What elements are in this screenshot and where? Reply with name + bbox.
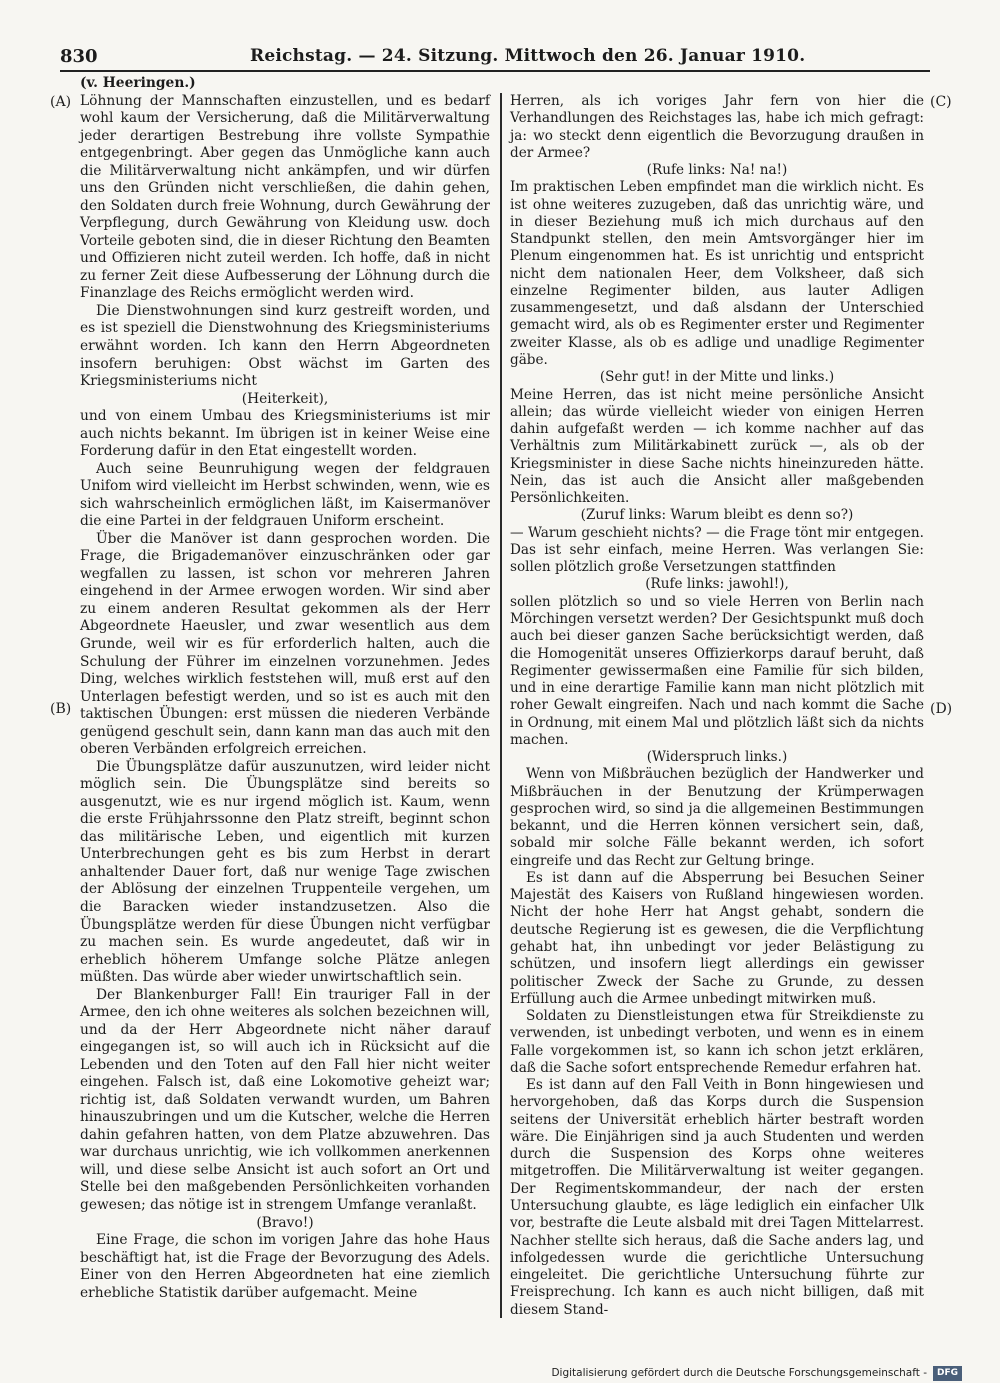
paragraph: Die Dienstwohnungen sind kurz gestreift worden, und es ist speziell die Dienstwohnung des Kriegsministeriums erwähnt worden. Ich kann den Herrn Abgeordneten insofern beruhigen: Obst wächst im Garten des Kriegsministeriums nicht [80, 302, 490, 390]
interjection: (Rufe links: jawohl!), [645, 576, 789, 593]
column-divider [500, 93, 502, 1318]
footer [551, 1365, 962, 1381]
paragraph: Eine Frage, die schon im vorigen Jahre das hohe Haus beschäftigt hat, ist die Frage der Bevorzugung des Adels. Einer von den Herren Abgeordneten hat eine ziemlich erhebliche Statistik darüber aufgemacht. Meine [80, 1232, 490, 1301]
paragraph: Der Blankenburger Fall! Ein trauriger Fall in der Armee, den ich ohne weiteres als solchen bezeichnen will, und da der Herr Abgeordnete nicht näher darauf eingegangen ist, so will auch ich in Rücksicht auf die Lebenden und den Toten auf den Fall hier nicht weiter eingehen. Falsch ist, daß eine Lokomotive geheizt war; richtig ist, daß Soldaten verwandt wurden, um Bahren hinauszubringen und um die Kutscher, welche die Herren dahin gefahren hatten, von dem Platze abzuwehren. Das war durchaus unrichtig, wie ich vollkommen anerkennen will, und diese selbe Ansicht ist auch sofort an Ort und Stelle bei den maßgebenden Persönlichkeiten vorhanden gewesen; das nötige ist in strengem Umfange veranlaßt. [80, 986, 490, 1213]
interjection: (Sehr gut! in der Mitte und links.) [599, 369, 835, 386]
interjection: (Widerspruch links.) [646, 749, 788, 766]
page-number: 830 [60, 46, 98, 67]
paragraph: Es ist dann auf den Fall Veith in Bonn hingewiesen und hervorgehoben, daß das Korps durch die Suspension seitens der Universität erheblich härter bestraft worden wäre. Die Einjährigen sind ja auch Studenten und werden durch die Suspension des Korps ohne weiteres mitgetroffen. Die Militärverwaltung ist weiter gegangen. Der Regimentskommandeur, der nach der ersten Untersuchung glaubte, es läge lediglich ein einfacher Ulk vor, bestrafte die Leute alsbald mit drei Tagen Mittelarrest. Nachher stellte sich heraus, daß die Sache anders lag, und infolgedessen wurde die gerichtliche Untersuchung eingeleitet. Die gerichtliche Untersuchung führte zur Freisprechung. Ich kann es auch nicht billigen, daß mit diesem Stand- [510, 1077, 924, 1318]
funding-notice: Digitalisierung gefördert durch die Deutsche Forschungsgemeinschaft - [551, 1367, 927, 1379]
page-header [60, 46, 930, 72]
speaker-name: (v. Heeringen.) [80, 75, 196, 91]
margin-mark-d: (D) [930, 701, 953, 717]
margin-mark-a: (A) [50, 94, 72, 110]
running-title: Reichstag. — 24. Sitzung. Mittwoch den 26. Januar 1910. [250, 46, 806, 66]
paragraph: Wenn von Mißbräuchen bezüglich der Handwerker und Mißbräuchen in der Benutzung der Krümperwagen gesprochen wird, so sind ja die allgemeinen Bestimmungen bekannt, und die Herren können versichert sein, daß, sobald mir solche Fälle bekannt werden, ich sofort eingreife und das Recht zur Geltung bringe. [510, 766, 924, 869]
margin-mark-c: (C) [930, 94, 952, 110]
paragraph: Meine Herren, das ist nicht meine persönliche Ansicht allein; das würde vielleicht wieder von einigen Herren dahin aufgefaßt werden — ich komme nachher auf das Verhältnis zum Militärkabinett zurück —, als ob der Kriegsminister in diese Sache nichts hineinzureden hätte. Nein, das ist auch die Ansicht aller maßgebenden Persönlichkeiten. [510, 386, 924, 507]
margin-mark-b: (B) [50, 701, 72, 717]
paragraph: und von einem Umbau des Kriegsministeriums ist mir auch nichts bekannt. Im übrigen ist in keiner Weise eine Forderung dafür in den Etat eingestellt worden. [80, 408, 490, 460]
paragraph: Soldaten zu Dienstleistungen etwa für Streikdienste zu verwenden, ist unbedingt verboten, und wenn es in einem Falle vorgekommen ist, so kann ich schon jetzt erklären, daß die Sache sofort entsprechende Remedur erfahren hat. [510, 1008, 924, 1076]
paragraph: Die Übungsplätze dafür auszunutzen, wird leider nicht möglich sein. Die Übungsplätze sind bereits so ausgenutzt, wie es nur irgend möglich ist. Kaum, wenn die erste Frühjahrssonne den Platz streift, beginnt schon das militärische Leben, und eigentlich mit kurzen Unterbrechungen geht es bis zum Herbst in derart anhaltender Dauer fort, daß nur wenige Tage zwischen der Ablösung der einzelnen Truppenteile vergehen, um die Baracken wieder instandzusetzen. Also die Übungsplätze werden für diese Übungen nicht verfügbar zu machen sein. Es wurde angedeutet, daß wir in erheblich höherem Umfange solche Plätze anlegen müßten. Das würde aber wieder unwirtschaftlich sein. [80, 758, 490, 986]
paragraph: sollen plötzlich so und so viele Herren von Berlin nach Mörchingen versetzt werden? Der Gesichtspunkt muß doch auch bei dieser ganzen Sache berücksichtigt werden, daß die Homogenität unseres Offizierkorps darauf beruht, daß Regimenter gewissermaßen eine Familie für sich bilden, und in eine derartige Familie kann man nicht plötzlich mit roher Gewalt eingreifen. Nach und nach kommt die Sache in Ordnung, mit einem Mal und plötzlich läßt sich da nichts machen. [510, 593, 924, 748]
paragraph: Herren, als ich voriges Jahr fern von hier die Verhandlungen des Reichstages las, habe ich mich gefragt: ja: wo steckt denn eigentlich die Bevorzugung draußen in der Armee? [510, 93, 924, 161]
paragraph: Im praktischen Leben empfindet man die wirklich nicht. Es ist ohne weiteres zuzugeben, daß das unrichtig wäre, und in dieser Beziehung muß ich mich durchaus auf den Standpunkt stellen, den mein Amtsvorgänger hier im Plenum eingenommen hat. Es ist unrichtig und entspricht nicht dem nationalen Heer, dem Volksheer, daß sich einzelne Regimenter bilden, aus lauter Adligen zusammengesetzt, und daß alsdann der Unterschied gemacht wird, als ob es Regimenter erster und Regimenter zweiter Klasse, als ob es adlige und unadlige Regimenter gäbe. [510, 179, 924, 368]
paragraph: — Warum geschieht nichts? — die Frage tönt mir entgegen. Das ist sehr einfach, meine Herren. Was verlangen Sie: sollen plötzlich große Versetzungen stattfinden [510, 524, 924, 576]
interjection: (Zuruf links: Warum bleibt es denn so?) [580, 507, 854, 524]
interjection: (Rufe links: Na! na!) [646, 162, 788, 179]
paragraph: Auch seine Beunruhigung wegen der feldgrauen Unifom wird vielleicht im Herbst schwinden, wenn, wie es sich wahrscheinlich ermöglichen läßt, im Kaisermanöver die eine Partei in der feldgrauen Uniform erscheint. [80, 460, 490, 530]
paragraph: Löhnung der Mannschaften einzustellen, und es bedarf wohl kaum der Versicherung, daß die Militärverwaltung jeder derartigen Bestrebung ihre vollste Sympathie entgegenbringt. Aber gegen das Unmögliche kann auch die Militärverwaltung nicht ankämpfen, und wir dürfen uns den Gründen nicht verschließen, die dahin gehen, den Soldaten durch freie Wohnung, durch Gewährung der Verpflegung, durch Gewährung von Kleidung usw. doch Vorteile geboten sind, die in dieser Richtung den Beamten und Offizieren nicht zuteil werden. Ich hoffe, daß in nicht zu ferner Zeit diese Aufbesserung der Löhnung durch die Finanzlage des Reichs ermöglicht werden wird. [80, 92, 490, 302]
interjection: (Bravo!) [256, 1214, 314, 1231]
dfg-logo: DFG [933, 1366, 962, 1381]
left-column [80, 75, 490, 1320]
interjection: (Heiterkeit), [241, 390, 329, 407]
paragraph: Es ist dann auf die Absperrung bei Besuchen Seiner Majestät des Kaisers von Rußland hingewiesen worden. Nicht der hohe Herr hat Angst gehabt, sondern die deutsche Regierung ist es gewesen, die die Verpflichtung gehabt hat, ihn unbedingt vor jeder Belästigung zu schützen, und insofern liegt allerdings ein gewisser politischer Zweck der Sache zu Grunde, zu dessen Erfüllung auch die Armee unbedingt mitwirken muß. [510, 869, 924, 1007]
paragraph: Über die Manöver ist dann gesprochen worden. Die Frage, die Brigademanöver einzuschränken oder gar wegfallen zu lassen, ist schon vor mehreren Jahren eingehend in der Armee erwogen worden. Wir sind aber zu einem anderen Resultat gekommen als der Herr Abgeordnete Haeusler, und zwar wesentlich aus dem Grunde, weil wir es für erforderlich halten, auch die Schulung der Führer im einzelnen vorzunehmen. Jedes Ding, welches wirklich feststehen will, muß erst auf den Unterlagen befestigt werden, und so ist es auch mit den taktischen Übungen: erst müssen die niederen Verbände genügend geschult sein, dann kann man das auch mit den oberen Verbänden erfolgreich erreichen. [80, 530, 490, 758]
right-column [510, 93, 924, 1320]
